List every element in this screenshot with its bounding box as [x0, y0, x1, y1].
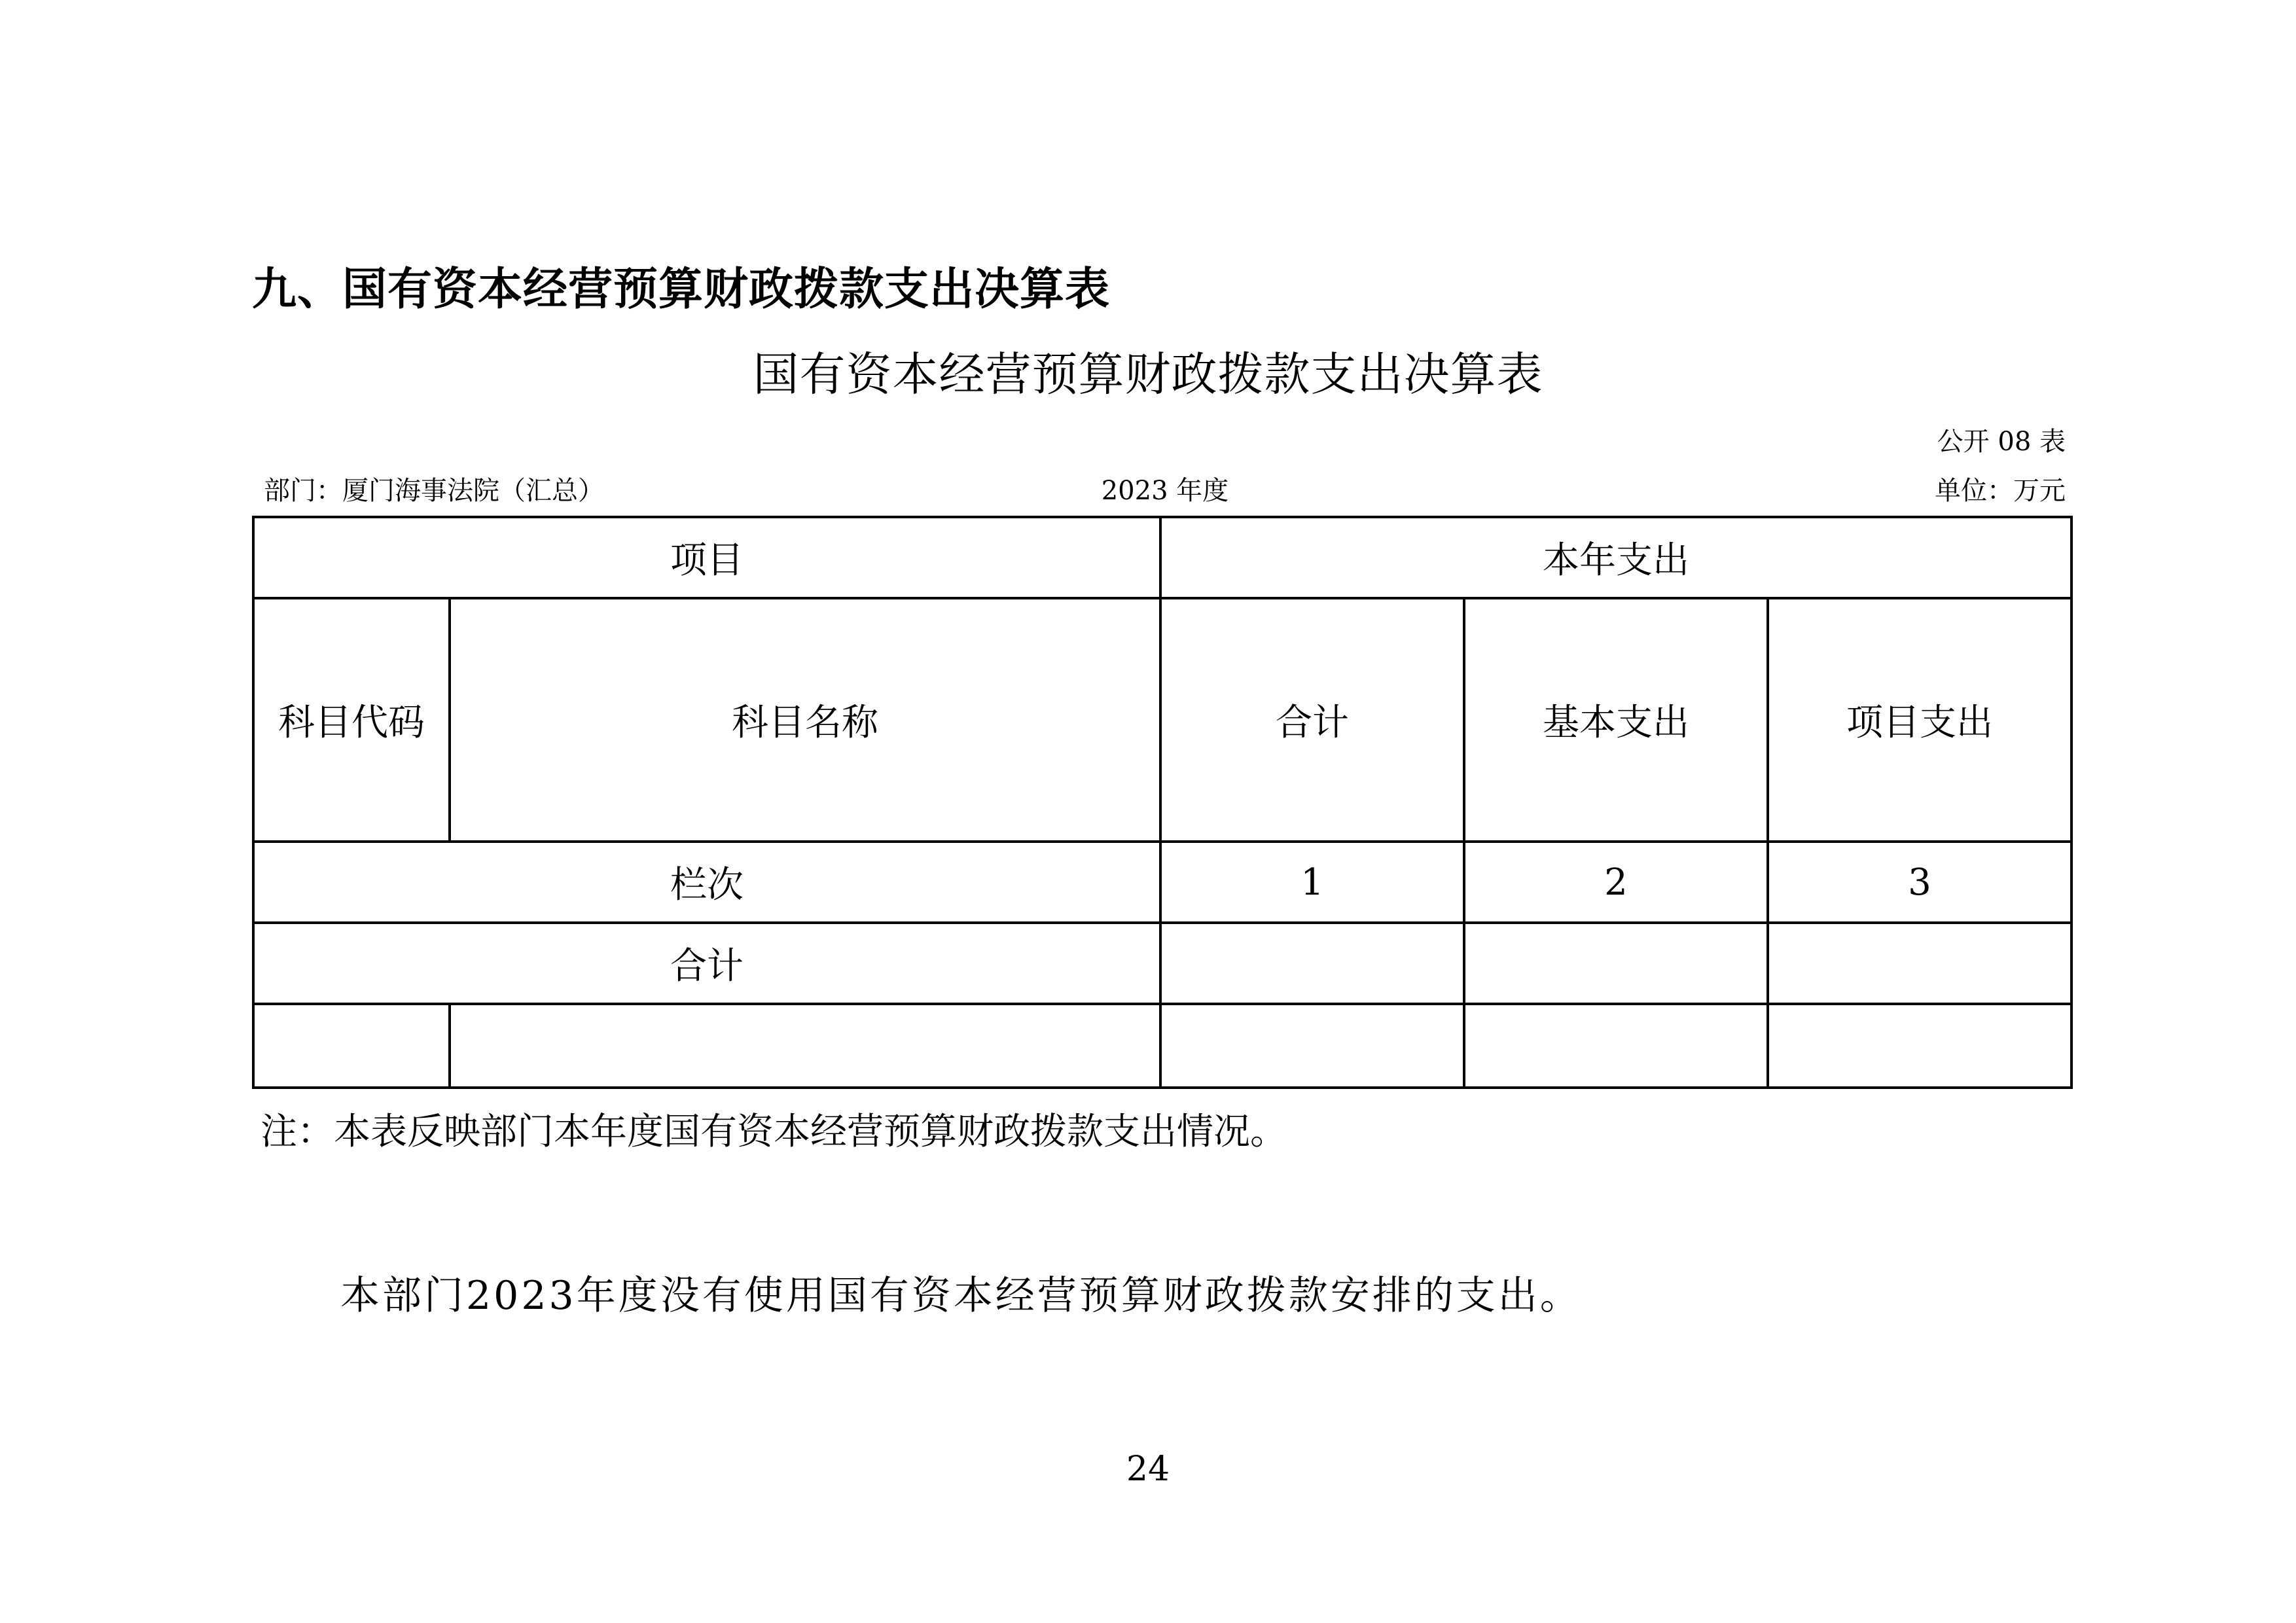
- table-header-row: [253, 517, 2072, 598]
- total-value-cell: [1464, 923, 1768, 1004]
- page-number: 24: [1126, 1450, 1170, 1489]
- section-heading: 九、国有资本经营预算财政拨款支出决算表: [252, 264, 1111, 315]
- col-code-header: 科目代码: [253, 598, 450, 842]
- statement-paragraph: 本部门2023年度没有使用国有资本经营预算财政拨款安排的支出。: [340, 1273, 1582, 1319]
- column-number-cell: 2: [1464, 842, 1768, 923]
- table-subheader-row: [253, 598, 2072, 842]
- total-value-cell: [1768, 923, 2072, 1004]
- col-basic-header: 基本支出: [1464, 598, 1768, 842]
- col-name-header: 科目名称: [450, 598, 1160, 842]
- col-total-header: 合计: [1160, 598, 1464, 842]
- header-expense-cell: 本年支出: [1160, 517, 2072, 598]
- column-number-cell: 1: [1160, 842, 1464, 923]
- fiscal-year-label: 2023 年度: [1101, 476, 1229, 506]
- total-value-cell: [1160, 923, 1464, 1004]
- col-project-header: 项目支出: [1768, 598, 2072, 842]
- form-number: 公开 08 表: [1937, 427, 2066, 457]
- table-cell: [1160, 1004, 1464, 1088]
- table-cell: [1768, 1004, 2072, 1088]
- header-item-cell: 项目: [253, 517, 1160, 598]
- table-row: [253, 1004, 2072, 1088]
- column-number-label: 栏次: [253, 842, 1160, 923]
- department-label: 部门：厦门海事法院（汇总）: [264, 476, 604, 506]
- table-cell: [253, 1004, 450, 1088]
- unit-label: 单位：万元: [1935, 476, 2066, 506]
- table-cell: [1464, 1004, 1768, 1088]
- total-row-label: 合计: [253, 923, 1160, 1004]
- column-number-cell: 3: [1768, 842, 2072, 923]
- column-number-row: [253, 842, 2072, 923]
- table-cell: [450, 1004, 1160, 1088]
- table-note: 注：本表反映部门本年度国有资本经营预算财政拨款支出情况。: [260, 1111, 1287, 1153]
- budget-table: [252, 516, 2073, 1089]
- total-row: [253, 923, 2072, 1004]
- table-title: 国有资本经营预算财政拨款支出决算表: [753, 348, 1543, 401]
